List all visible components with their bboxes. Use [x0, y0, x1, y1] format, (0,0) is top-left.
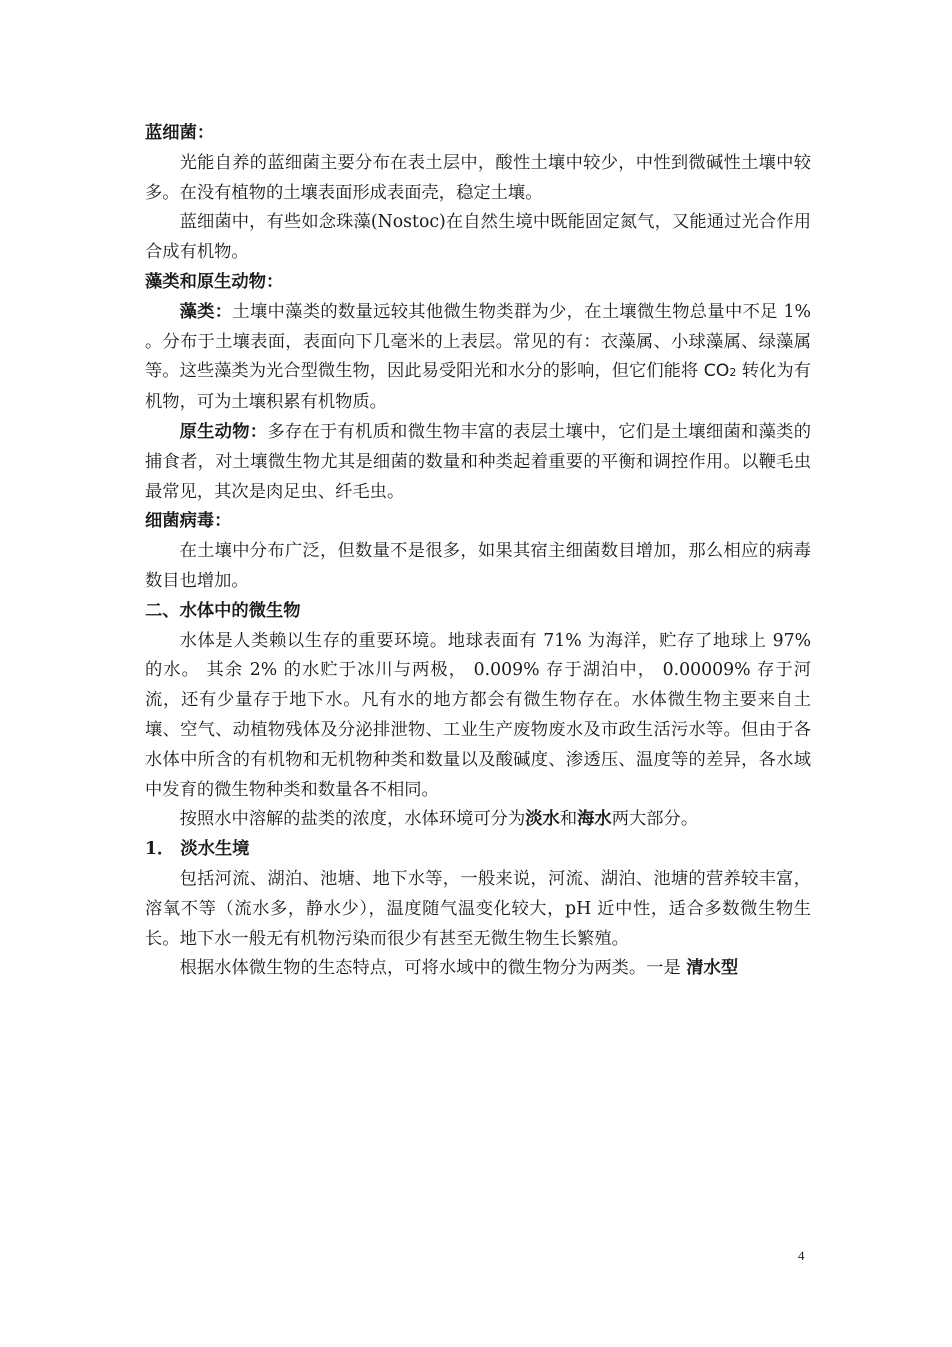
text: 和	[559, 809, 578, 830]
text: 土壤中藻类的数量远较其他微生物类群为少，在土壤微生物总量中不足 1% 。分布于土壤表面，表面向下几毫米的上表层。常见的有：衣藻属、小球藻属、绿藻属等。这些藻类为光合型微生物，因此易受阳光和水分的影响，但它们能将	[145, 301, 811, 382]
term-protozoa: 原生动物：	[179, 421, 268, 442]
paragraph: 光能自养的蓝细菌主要分布在表土层中，酸性土壤中较少，中性到微碱性土壤中较多。在没有植物的土壤表面形成表面壳，稳定土壤。	[145, 152, 811, 203]
page-body	[145, 119, 811, 984]
paragraph: 在土壤中分布广泛，但数量不是很多，如果其宿主细菌数目增加，那么相应的病毒数目也增加。	[145, 541, 811, 591]
term-algae: 藻类：	[179, 301, 233, 322]
formula-co: CO	[703, 361, 730, 382]
text: 两大部分。	[611, 809, 699, 830]
paragraph: 包括河流、湖泊、池塘、地下水等，一般来说，河流、湖泊、池塘的营养较丰富，溶氧不等（流水多，静水少），温度随气温变化较大，pH 近中性，适合多数微生物生长。地下水一般无有机物污染而很少有甚至无微生物生长繁殖。	[145, 868, 811, 949]
paragraph: 水体是人类赖以生存的重要环境。地球表面有 71% 为海洋，贮存了地球上 97% 的水。 其余 2% 的水贮于冰川与两极， 0.009% 存于湖泊中， 0.00009% 存于河流，还有少量存于地下水。凡有水的地方都会有微生物存在。水体微生物主要来自土壤、空气、动植物残体及分泌排泄物、工业生产废物废水及市政生活污水等。但由于各水体中所含的有机物和无机物种类和数量以及酸碱度、渗透压、温度等的差异，各水域中发育的微生物种类和数量各不相同。	[145, 630, 811, 800]
paragraph	[145, 954, 811, 984]
text: 转化为有机物，可为土壤积累有机物质。	[145, 361, 812, 413]
heading-cyanobacteria: 蓝细菌：	[145, 123, 215, 143]
heading-algae-protozoa: 藻类和原生动物：	[145, 271, 284, 292]
paragraph	[145, 805, 811, 835]
page-number: 4	[798, 1248, 805, 1263]
heading-water-microbes: 二、水体中的微生物	[145, 600, 301, 621]
term-freshwater: 淡水	[525, 809, 560, 830]
text: 按照水中溶解的盐类的浓度，水体环境可分为	[179, 809, 526, 830]
text: 根据水体微生物的生态特点，可将水域中的微生物分为两类。一是	[179, 958, 687, 979]
heading-freshwater-habitat: 1． 淡水生境	[145, 839, 250, 860]
heading-bacteriophage: 细菌病毒：	[145, 511, 232, 532]
term-clear-water-type: 清水型	[686, 958, 739, 979]
paragraph-protozoa	[145, 418, 811, 507]
term-seawater: 海水	[577, 809, 612, 830]
paragraph: 蓝细菌中，有些如念珠藻(Nostoc)在自然生境中既能固定氮气，又能通过光合作用合成有机物。	[145, 212, 811, 263]
formula-subscript: 2	[729, 366, 737, 380]
text: 多存在于有机质和微生物丰富的表层土壤中，它们是土壤细菌和藻类的捕食者，对土壤微生物尤其是细菌的数量和种类起着重要的平衡和调控作用。以鞭毛虫最常见，其次是肉足虫、纤毛虫。	[145, 421, 811, 502]
paragraph-algae	[145, 298, 811, 418]
